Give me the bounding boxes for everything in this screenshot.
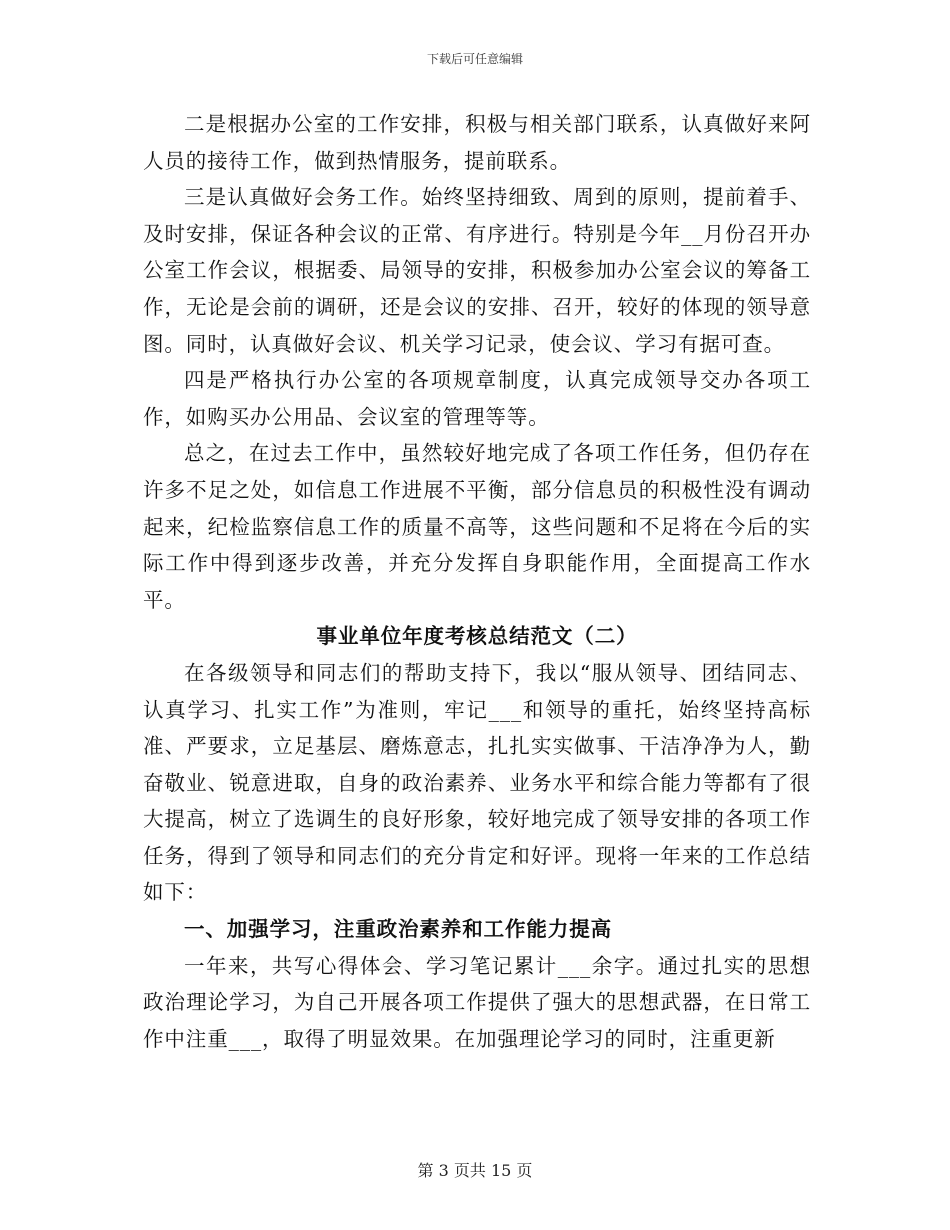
paragraph-intro: 在各级领导和同志们的帮助支持下，我以“服从领导、团结同志、认真学习、扎实工作”为准则，牢记___和领导的重托，始终坚持高标准、严要求，立足基层、磨炼意志，扎扎实实做事、干洁净净为人，勤奋敬业、锐意进取，自身的政治素养、业务水平和综合能力等都有了很大提高，树立了选调生的良好形象，较好地完成了领导安排的各项工作任务，得到了领导和同志们的充分肯定和好评。现将一年来的工作总结如下：: [143, 660, 811, 905]
paragraph-study: 一年来，共写心得体会、学习笔记累计___余字。通过扎实的思想政治理论学习，为自己开展各项工作提供了强大的思想武器，在日常工作中注重___，取得了明显效果。在加强理论学习的同时，注重更新: [143, 953, 811, 1051]
paragraph-reception: 二是根据办公室的工作安排，积极与相关部门联系，认真做好来阿人员的接待工作，做到热情服务，提前联系。: [143, 112, 811, 173]
paragraph-summary: 总之，在过去工作中，虽然较好地完成了各项工作任务，但仍存在许多不足之处，如信息工作进展不平衡，部分信息员的积极性没有调动起来，纪检监察信息工作的质量不高等，这些问题和不足将在今后的实际工作中得到逐步改善，并充分发挥自身职能作用，全面提高工作水平。: [143, 441, 811, 612]
subheading-study: 一、加强学习，注重政治素养和工作能力提高: [184, 917, 612, 942]
document-body: [143, 106, 811, 1057]
page-footer: 第 3 页共 15 页: [417, 1161, 533, 1180]
page-header: 下载后可任意编辑: [426, 52, 523, 66]
paragraph-regulations: 四是严格执行办公室的各项规章制度，认真完成领导交办各项工作，如购买办公用品、会议室的管理等等。: [143, 368, 811, 429]
paragraph-meetings: 三是认真做好会务工作。始终坚持细致、周到的原则，提前着手、及时安排，保证各种会议的正常、有序进行。特别是今年__月份召开办公室工作会议，根据委、局领导的安排，积极参加办公室会议的筹备工作，无论是会前的调研，还是会议的安排、召开，较好的体现的领导意图。同时，认真做好会议、机关学习记录，使会议、学习有据可查。: [143, 185, 811, 356]
section-title: 事业单位年度考核总结范文（二）: [316, 624, 638, 649]
